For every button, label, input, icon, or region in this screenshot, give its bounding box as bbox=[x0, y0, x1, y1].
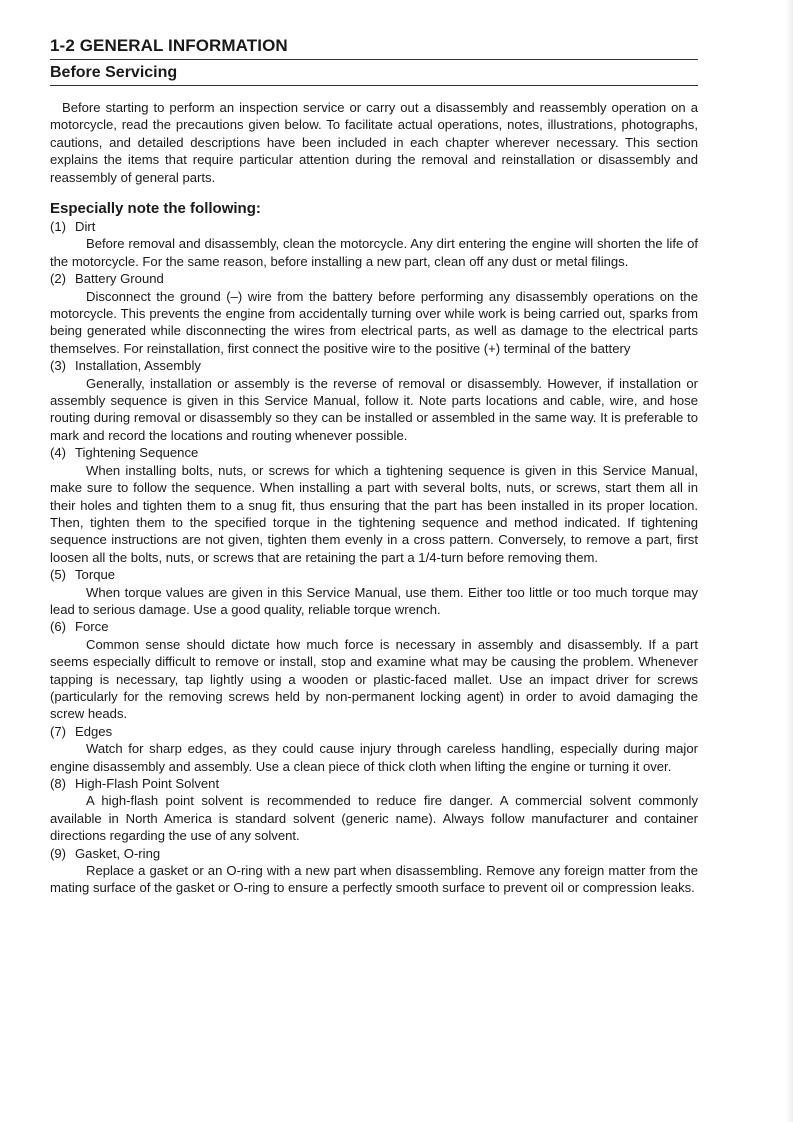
item-text: Replace a gasket or an O-ring with a new part when disassembling. Remove any foreign matter from the mating surface of the gasket or O-ring to ensure a perfectly smooth surface to prevent oil or compression leaks. bbox=[50, 863, 698, 896]
item-text: Before removal and disassembly, clean the motorcycle. Any dirt entering the engine will shorten the life of the motorcycle. For the same reason, before installing a new part, clean off any dust or metal filings. bbox=[50, 236, 698, 269]
item-number: (6) bbox=[50, 619, 67, 635]
page-header: 1-2 GENERAL INFORMATION bbox=[50, 36, 698, 60]
item-number: (9) bbox=[50, 845, 67, 861]
item-text: When torque values are given in this Service Manual, use them. Either too little or too much torque may lead to serious damage. Use a good quality, reliable torque wrench. bbox=[50, 584, 698, 617]
item-number: (8) bbox=[50, 776, 67, 791]
item-text: Watch for sharp edges, as they could cause injury through careless handling, especially during major engine disassembly and assembly. Use a clean piece of thick cloth when lifting the engine or turning it over. bbox=[50, 741, 698, 774]
list-item bbox=[50, 566, 698, 618]
item-title: Edges bbox=[75, 723, 113, 739]
item-text: Generally, installation or assembly is the reverse of removal or disassembly. However, if installation or assembly sequence is given in this Service Manual, follow it. Note parts locations and cable, wire, and hose routing during removal or disassembly so they can be installed or assembled in the same way. It is preferable to mark and record the locations and routing whenever possible. bbox=[50, 375, 698, 443]
list-item bbox=[50, 357, 698, 444]
item-title: Force bbox=[75, 619, 109, 635]
item-title: Tightening Sequence bbox=[75, 445, 199, 461]
notes-heading: Especially note the following: bbox=[50, 200, 261, 217]
item-title: Battery Ground bbox=[75, 271, 164, 287]
section-title: Before Servicing bbox=[50, 64, 698, 86]
page-edge-shadow bbox=[785, 0, 793, 1122]
item-title: Gasket, O-ring bbox=[75, 845, 161, 861]
intro-paragraph: Before starting to perform an inspection service or carry out a disassembly and reassembly operation on a motorcycle, read the precautions given below. To facilitate actual operations, notes, illustrations, photographs, cautions, and detailed descriptions have been included in each chapter wherever necessary. This section explains the items that require particular attention during the removal and reinstallation or disassembly and reassembly of general parts. bbox=[50, 100, 698, 185]
item-number: (3) bbox=[50, 358, 67, 374]
item-number: (4) bbox=[50, 445, 67, 461]
item-title: Dirt bbox=[75, 219, 96, 234]
item-number: (2) bbox=[50, 271, 67, 287]
item-title: Torque bbox=[75, 567, 116, 583]
item-text: When installing bolts, nuts, or screws for which a tightening sequence is given in this Service Manual, make sure to follow the sequence. When installing a part with several bolts, nuts, or screws, start them all in their holes and tighten them to a snug fit, thus ensuring that the part has been installed in its proper location. Then, tighten them to the specified torque in the tightening sequence and method indicated. If tightening sequence instructions are not given, tighten them evenly in a cross pattern. Conversely, to remove a part, first loosen all the bolts, nuts, or screws that are retaining the part a 1/4-turn before removing them. bbox=[50, 462, 698, 565]
list-item bbox=[50, 845, 698, 897]
item-text: Disconnect the ground (–) wire from the battery before performing any disassembly operations on the motorcycle. This prevents the engine from accidentally turning over while work is being carried out, sparks from being generated while disconnecting the wires from electrical parts, as well as damage to the electrical parts themselves. For reinstallation, first connect the positive wire to the positive (+) terminal of the battery bbox=[50, 288, 698, 356]
item-text: A high-flash point solvent is recommended to reduce fire danger. A commercial solvent commonly available in North America is standard solvent (generic name). Always follow manufacturer and container directions regarding the use of any solvent. bbox=[50, 793, 698, 844]
list-item bbox=[50, 618, 698, 722]
list-item bbox=[50, 775, 698, 845]
item-number: (7) bbox=[50, 723, 67, 739]
list-item bbox=[50, 723, 698, 775]
item-text: Common sense should dictate how much force is necessary in assembly and disassembly. If a part seems especially difficult to remove or install, stop and examine what may be causing the problem. Whenever tapping is necessary, tap lightly using a wooden or plastic-faced mallet. Use an impact driver for screws (particularly for the removing screws held by non-permanent locking agent) in order to avoid damaging the screw heads. bbox=[50, 636, 698, 722]
notes-list bbox=[50, 218, 698, 897]
list-item bbox=[50, 270, 698, 357]
item-number: (1) bbox=[50, 219, 67, 234]
item-title: High-Flash Point Solvent bbox=[75, 776, 220, 791]
list-item bbox=[50, 218, 698, 270]
item-title: Installation, Assembly bbox=[75, 358, 201, 374]
list-item bbox=[50, 444, 698, 566]
item-number: (5) bbox=[50, 567, 67, 583]
